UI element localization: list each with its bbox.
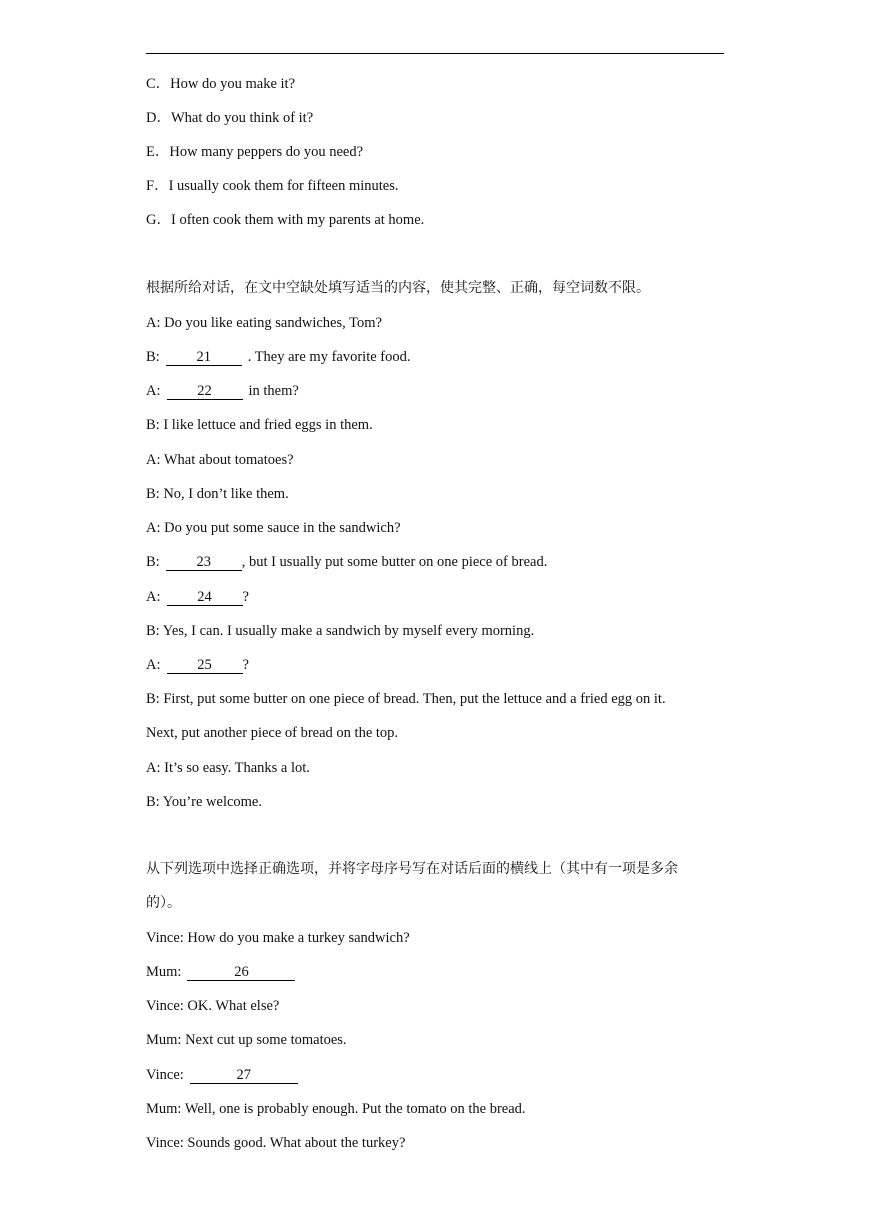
dialogue-line <box>146 963 295 981</box>
dialogue-text: You’re welcome. <box>162 794 262 810</box>
dialogue-line <box>146 622 534 640</box>
speaker: Vince: <box>146 1067 184 1083</box>
option-text: I often cook them with my parents at home. <box>170 212 425 228</box>
dialogue-line <box>146 724 398 742</box>
dialogue-line <box>146 929 410 947</box>
dialogue-line <box>146 1134 405 1152</box>
dialogue-line <box>146 759 310 777</box>
dialogue-text: . They are my favorite food. <box>247 349 411 365</box>
dialogue-line <box>146 485 289 503</box>
option-f <box>146 177 399 195</box>
speaker: Mum: <box>146 1032 182 1048</box>
dialogue-line <box>146 1066 298 1084</box>
dialogue-text: ? <box>242 589 249 605</box>
section2-instruction: 从下列选项中选择正确选项，并将字母序号写在对话后面的横线上（其中有一项是多余 <box>146 861 678 877</box>
option-c <box>146 75 295 93</box>
dialogue-line <box>146 656 249 674</box>
dialogue-text: Do you like eating sandwiches, Tom? <box>164 315 382 331</box>
dialogue-line <box>146 416 373 434</box>
answer-blank-23[interactable]: 23 <box>166 555 242 571</box>
dialogue-text: Next cut up some tomatoes. <box>185 1032 347 1048</box>
speaker: A: <box>146 657 161 673</box>
option-letter: F． <box>146 178 169 194</box>
dialogue-line <box>146 451 294 469</box>
option-text: How many peppers do you need? <box>169 144 364 160</box>
dialogue-text: I like lettuce and fried eggs in them. <box>163 417 373 433</box>
option-text: What do you think of it? <box>170 110 314 126</box>
answer-blank-27[interactable]: 27 <box>190 1068 298 1084</box>
speaker: A: <box>146 520 161 536</box>
option-letter: G． <box>146 212 171 228</box>
answer-blank-24[interactable]: 24 <box>167 590 243 606</box>
dialogue-line <box>146 314 382 332</box>
speaker: A: <box>146 315 161 331</box>
dialogue-line <box>146 519 401 537</box>
speaker: A: <box>146 452 161 468</box>
dialogue-text: Do you put some sauce in the sandwich? <box>164 520 401 536</box>
dialogue-text: OK. What else? <box>187 998 280 1014</box>
speaker: Mum: <box>146 964 182 980</box>
dialogue-line <box>146 1031 347 1049</box>
answer-blank-26[interactable]: 26 <box>187 965 295 981</box>
dialogue-line <box>146 382 299 400</box>
speaker: B: <box>146 417 160 433</box>
header-rule <box>146 53 724 54</box>
dialogue-text: Yes, I can. I usually make a sandwich by myself every morning. <box>162 623 535 639</box>
dialogue-line <box>146 690 666 708</box>
dialogue-text: Well, one is probably enough. Put the tomato on the bread. <box>184 1101 526 1117</box>
dialogue-text: No, I don’t like them. <box>163 486 289 502</box>
dialogue-line <box>146 1100 526 1118</box>
answer-blank-22[interactable]: 22 <box>167 384 243 400</box>
dialogue-text: Next, put another piece of bread on the top. <box>146 725 399 741</box>
option-d <box>146 109 313 127</box>
section1-instruction: 根据所给对话，在文中空缺处填写适当的内容，使其完整、正确，每空词数不限。 <box>146 280 650 296</box>
dialogue-text: It’s so easy. Thanks a lot. <box>164 760 310 776</box>
speaker: B: <box>146 691 160 707</box>
dialogue-text: First, put some butter on one piece of bread. Then, put the lettuce and a fried egg on it. <box>163 691 666 707</box>
speaker: A: <box>146 589 161 605</box>
dialogue-line <box>146 553 547 571</box>
speaker: Vince: <box>146 1135 184 1151</box>
speaker: B: <box>146 349 160 365</box>
dialogue-text: ? <box>242 657 249 673</box>
option-letter: C． <box>146 76 171 92</box>
speaker: A: <box>146 760 161 776</box>
speaker: B: <box>146 486 160 502</box>
option-text: How do you make it? <box>170 76 296 92</box>
answer-blank-21[interactable]: 21 <box>166 350 242 366</box>
dialogue-text: What about tomatoes? <box>163 452 294 468</box>
speaker: A: <box>146 383 161 399</box>
dialogue-line <box>146 793 262 811</box>
speaker: Mum: <box>146 1101 182 1117</box>
option-e <box>146 143 363 161</box>
section2-instruction-cont: 的）。 <box>146 895 181 911</box>
dialogue-text: in them? <box>248 383 299 399</box>
speaker: B: <box>146 554 160 570</box>
option-text: I usually cook them for fifteen minutes. <box>168 178 399 194</box>
option-letter: D． <box>146 110 171 126</box>
dialogue-line <box>146 348 411 366</box>
answer-blank-25[interactable]: 25 <box>167 658 243 674</box>
speaker: Vince: <box>146 998 184 1014</box>
dialogue-line <box>146 997 279 1015</box>
option-g <box>146 211 424 229</box>
speaker: Vince: <box>146 930 184 946</box>
speaker: B: <box>146 794 160 810</box>
dialogue-text: Sounds good. What about the turkey? <box>187 1135 406 1151</box>
dialogue-text: How do you make a turkey sandwich? <box>187 930 410 946</box>
option-letter: E． <box>146 144 170 160</box>
speaker: B: <box>146 623 160 639</box>
dialogue-text: , but I usually put some butter on one piece of bread. <box>241 554 548 570</box>
dialogue-line <box>146 588 249 606</box>
